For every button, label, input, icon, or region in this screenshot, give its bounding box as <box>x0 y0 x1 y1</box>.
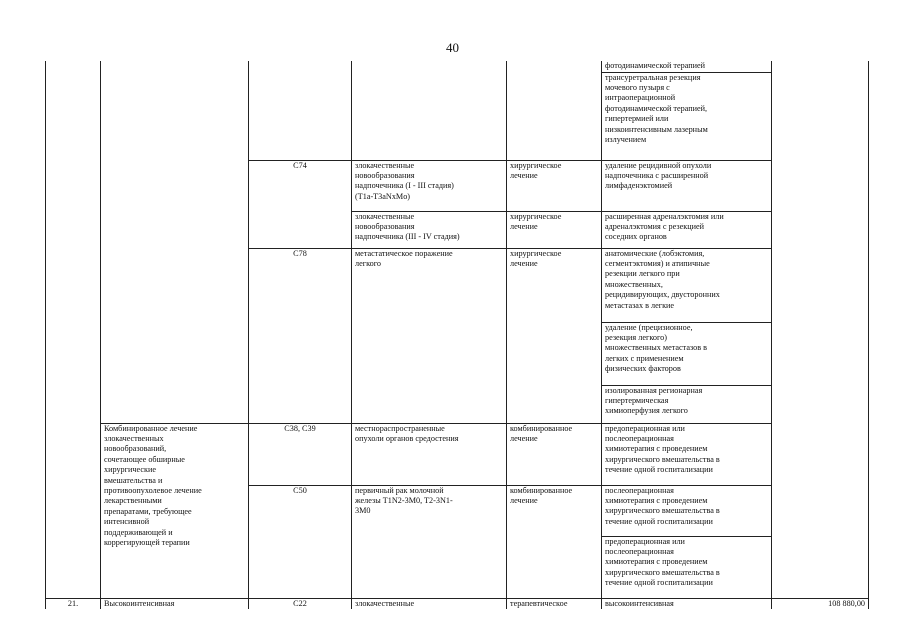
cell-diagnosis: злокачественные новообразования надпочечника (III - IV стадия) <box>352 211 507 248</box>
cell-method: изолированная регионарная гипертермическая химиоперфузия легкого <box>602 385 772 423</box>
medical-services-table <box>45 61 869 609</box>
cell-method: удаление (прецизионное, резекция легкого) множественных метастазов в легких с применением физических факторов <box>602 322 772 385</box>
cell-diagnosis: местнораспространенные опухоли органов средостения <box>352 423 507 485</box>
cell-number <box>46 61 101 598</box>
cell-diagnosis: первичный рак молочной железы T1N2-3M0, T2-3N1- 3M0 <box>352 485 507 598</box>
cell-method: высокоинтенсивная <box>602 598 772 609</box>
cell-icd-code: C22 <box>249 598 352 609</box>
cell-method: послеоперационная химиотерапия с проведением хирургического вмешательства в течение одной госпитализации <box>602 485 772 536</box>
cell-icd-code: C74 <box>249 160 352 248</box>
cell-method: фотодинамической терапией <box>602 61 772 72</box>
cell-diagnosis: злокачественные <box>352 598 507 609</box>
cell-treatment-type: хирургическое лечение <box>507 248 602 423</box>
cell-treatment-type <box>507 61 602 160</box>
cell-care-type <box>101 61 249 423</box>
cell-treatment-type: комбинированное лечение <box>507 423 602 485</box>
cell-icd-code: C78 <box>249 248 352 423</box>
cell-method: предоперационная или послеоперационная химиотерапия с проведением хирургического вмешательства в течение одной госпитализации <box>602 536 772 598</box>
cell-cost <box>772 61 869 598</box>
table-row <box>46 598 869 609</box>
cell-icd-code <box>249 61 352 160</box>
table-row <box>46 423 869 485</box>
cell-icd-code: C50 <box>249 485 352 598</box>
cell-method: расширенная адреналэктомия или адреналэктомия с резекцией соседних органов <box>602 211 772 248</box>
cell-treatment-type: терапевтическое <box>507 598 602 609</box>
cell-treatment-type: хирургическое лечение <box>507 160 602 211</box>
cell-method: предоперационная или послеоперационная химиотерапия с проведением хирургического вмешательства в течение одной госпитализации <box>602 423 772 485</box>
cell-diagnosis: метастатическое поражение легкого <box>352 248 507 423</box>
cell-care-type: Комбинированное лечение злокачественных новообразований, сочетающее обширные хирургические вмешательства и противоопухолевое лечение лекарственными препаратами, требующее интенсивной поддерживающей и коррегирующей терапии <box>101 423 249 598</box>
cell-care-type: Высокоинтенсивная <box>101 598 249 609</box>
cell-cost: 108 880,00 <box>772 598 869 609</box>
table-row <box>46 61 869 72</box>
cell-icd-code: C38, C39 <box>249 423 352 485</box>
cell-method: удаление рецидивной опухоли надпочечника с расширенной лимфаденэктомией <box>602 160 772 211</box>
cell-method: анатомические (лобэктомия, сегментэктомия) и атипичные резекции легкого при множественных, рецидивирующих, двусторонних метастазах в легкие <box>602 248 772 322</box>
cell-method: трансуретральная резекция мочевого пузыря с интраоперационной фотодинамической терапией, гипертермией или низкоинтенсивным лазерным излучением <box>602 72 772 160</box>
cell-number: 21. <box>46 598 101 609</box>
cell-treatment-type: комбинированное лечение <box>507 485 602 598</box>
cell-treatment-type: хирургическое лечение <box>507 211 602 248</box>
cell-diagnosis <box>352 61 507 160</box>
page-number: 40 <box>446 40 459 55</box>
cell-diagnosis: злокачественные новообразования надпочечника (I - III стадия) (T1a-T3aNxMo) <box>352 160 507 211</box>
